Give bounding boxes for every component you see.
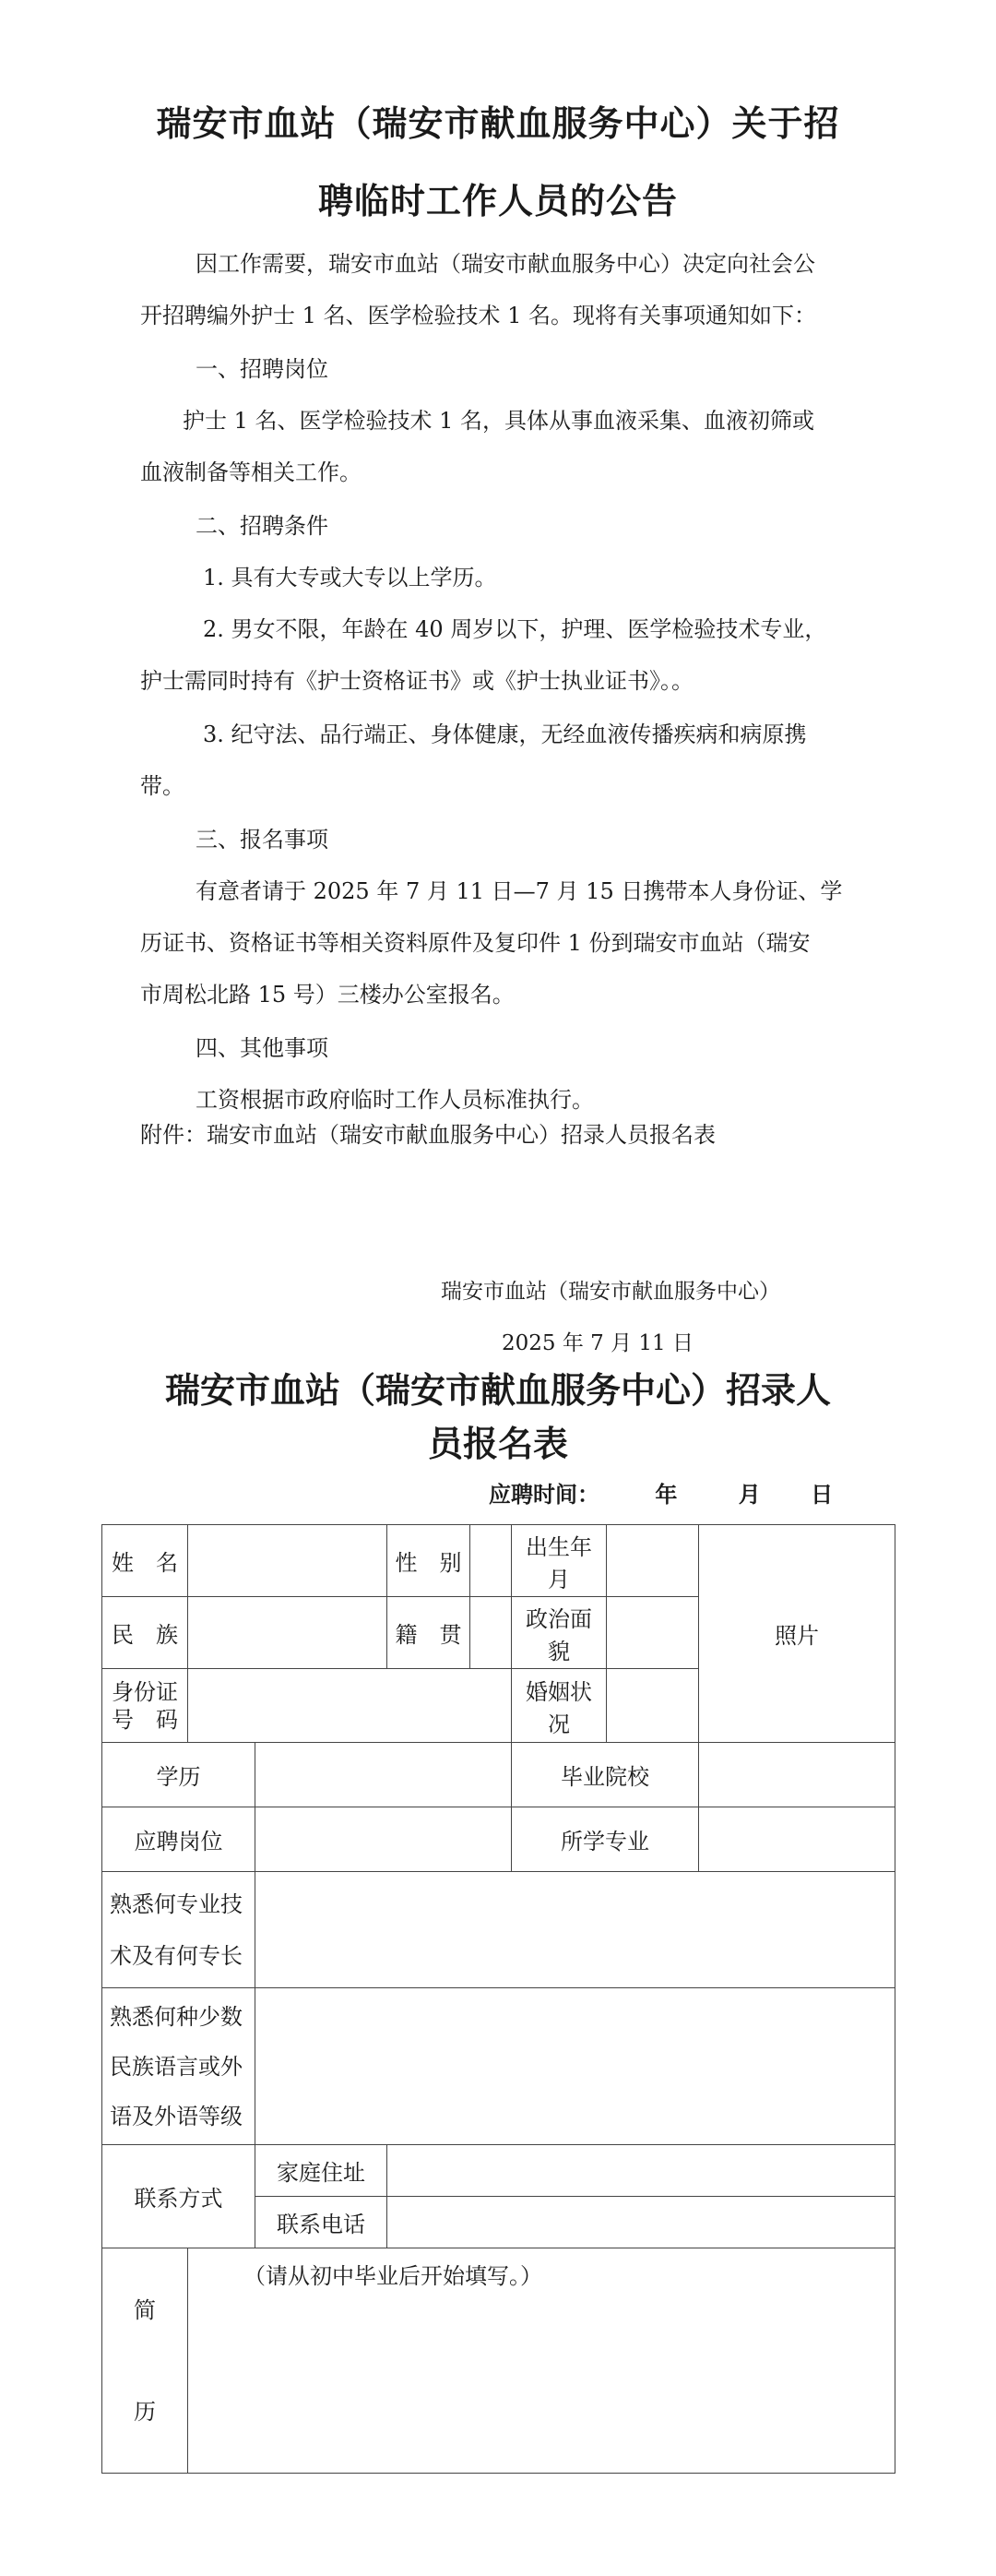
table-row: [102, 2145, 895, 2197]
origin-cell[interactable]: [470, 1597, 512, 1669]
table-row: [102, 1807, 895, 1872]
id-number-label: 身份证 号 码: [102, 1669, 188, 1743]
school-cell[interactable]: [699, 1743, 895, 1807]
condition-3-line1: 3. 纪守法、品行端正、身体健康，无经血液传播疾病和病原携: [203, 722, 807, 747]
condition-2: [140, 603, 846, 707]
attachment-line: 附件：瑞安市血站（瑞安市献血服务中心）招录人员报名表: [140, 1122, 716, 1148]
position-label: 应聘岗位: [102, 1807, 255, 1872]
notice-title: [101, 85, 895, 240]
skills-cell[interactable]: [255, 1872, 895, 1988]
language-label: 熟悉何种少数 民族语言或外 语及外语等级: [102, 1988, 255, 2145]
address-label: 家庭住址: [255, 2145, 387, 2197]
section1-line1: 护士 1 名、医学检验技术 1 名，具体从事血液采集、血液初筛或: [183, 408, 815, 434]
marital-cell[interactable]: [607, 1669, 699, 1743]
table-row: [102, 1988, 895, 2145]
address-cell[interactable]: [387, 2145, 895, 2197]
section3-title: 三、报名事项: [196, 827, 328, 853]
notice-title-line2: 聘临时工作人员的公告: [317, 181, 678, 221]
major-label: 所学专业: [512, 1807, 699, 1872]
registration-line1: 有意者请于 2025 年 7 月 11 日—7 月 15 日携带本人身份证、学: [196, 878, 843, 904]
other-line: 工资根据市政府临时工作人员标准执行。: [196, 1087, 594, 1113]
notice-date: 2025 年 7 月 11 日: [502, 1331, 694, 1355]
section4-title: 四、其他事项: [196, 1035, 328, 1061]
origin-label: 籍 贯: [387, 1597, 470, 1669]
name-label: 姓 名: [102, 1525, 188, 1597]
notice-title-line1: 瑞安市血站（瑞安市献血服务中心）关于招: [156, 103, 840, 144]
position-cell[interactable]: [255, 1807, 512, 1872]
school-label: 毕业院校: [512, 1743, 699, 1807]
registration-line2: 历证书、资格证书等相关资料原件及复印件 1 份到瑞安市血站（瑞安: [140, 930, 811, 956]
form-title: [101, 1364, 895, 1471]
resume-label: 简 历: [102, 2248, 188, 2474]
registration-line3: 市周松北路 15 号）三楼办公室报名。: [140, 982, 515, 1008]
birth-label: 出生年月: [512, 1525, 607, 1597]
apply-time: [489, 1476, 833, 1509]
apply-time-label: 应聘时间：: [489, 1482, 599, 1508]
resume-cell[interactable]: [188, 2248, 895, 2474]
ethnicity-cell[interactable]: [188, 1597, 387, 1669]
intro-line2: 开招聘编外护士 1 名、医学检验技术 1 名。现将有关事项通知如下：: [140, 303, 817, 328]
form-title-line1: 瑞安市血站（瑞安市献血服务中心）招录人: [164, 1370, 831, 1411]
table-row: [102, 2248, 895, 2474]
contact-label: 联系方式: [102, 2145, 255, 2248]
birth-cell[interactable]: [607, 1525, 699, 1597]
section1-line2: 血液制备等相关工作。: [140, 459, 362, 485]
photo-cell[interactable]: [699, 1525, 895, 1743]
political-label: 政治面貌: [512, 1597, 607, 1669]
table-row: [102, 1525, 895, 1597]
apply-year-label: 年: [655, 1482, 678, 1508]
skills-label: 熟悉何专业技 术及有何专长: [102, 1872, 255, 1988]
section2-title: 二、招聘条件: [196, 513, 328, 539]
education-cell[interactable]: [255, 1743, 512, 1807]
condition-2-line2: 护士需同时持有《护士资格证书》或《护士执业证书》。。: [140, 668, 694, 694]
condition-3: [140, 709, 846, 812]
table-row: [102, 1743, 895, 1807]
phone-cell[interactable]: [387, 2197, 895, 2248]
signature: 瑞安市血站（瑞安市献血服务中心）: [441, 1280, 780, 1304]
gender-cell[interactable]: [470, 1525, 512, 1597]
education-label: 学历: [102, 1743, 255, 1807]
form-title-line2: 员报名表: [427, 1424, 568, 1464]
application-form-table: [101, 1524, 895, 2474]
gender-label: 性 别: [387, 1525, 470, 1597]
condition-1: 1. 具有大专或大专以上学历。: [203, 565, 497, 590]
id-number-cell[interactable]: [188, 1669, 512, 1743]
phone-label: 联系电话: [255, 2197, 387, 2248]
section1-paragraph: [140, 395, 846, 498]
intro-line1: 因工作需要，瑞安市血站（瑞安市献血服务中心）决定向社会公: [196, 251, 815, 277]
name-cell[interactable]: [188, 1525, 387, 1597]
resume-hint: （请从初中毕业后开始填写。）: [243, 2263, 542, 2289]
condition-3-line2: 带。: [140, 773, 184, 799]
photo-label: 照片: [775, 1623, 819, 1649]
marital-label: 婚姻状况: [512, 1669, 607, 1743]
condition-2-line1: 2. 男女不限，年龄在 40 周岁以下，护理、医学检验技术专业，: [203, 616, 827, 642]
language-cell[interactable]: [255, 1988, 895, 2145]
apply-day-label: 日: [811, 1482, 834, 1508]
section1-title: 一、招聘岗位: [196, 356, 328, 382]
major-cell[interactable]: [699, 1807, 895, 1872]
apply-month-label: 月: [738, 1482, 761, 1508]
registration-paragraph: [140, 865, 846, 1020]
table-row: [102, 1872, 895, 1988]
intro-paragraph: [140, 238, 846, 341]
political-cell[interactable]: [607, 1597, 699, 1669]
ethnicity-label: 民 族: [102, 1597, 188, 1669]
